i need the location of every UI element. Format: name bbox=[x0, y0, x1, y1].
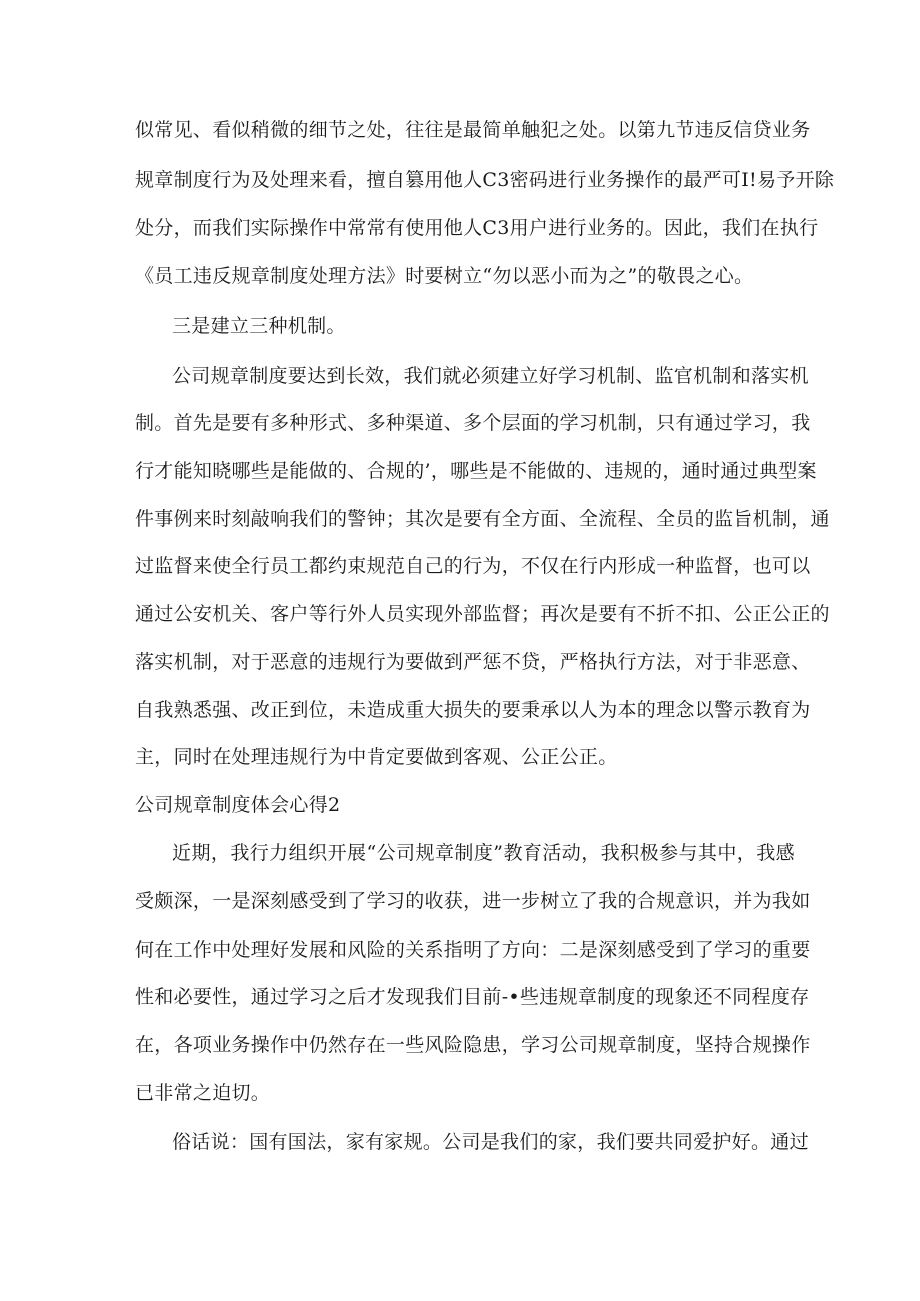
paragraph-line: 何在工作中处理好发展和风险的关系指明了方向：二是深刻感受到了学习的重要 bbox=[135, 939, 811, 961]
section-heading: 公司规章制度体会心得2 bbox=[135, 794, 341, 816]
paragraph-line: 俗话说：国有国法，家有家规。公司是我们的家，我们要共同爱护好。通过 bbox=[172, 1131, 809, 1153]
paragraph-line: 近期，我行力组织开展“公司规章制度”教育活动，我积极参与其中，我感 bbox=[172, 842, 795, 864]
paragraph-line: 行才能知晓哪些是能做的、合规的’，哪些是不能做的、违规的，通时通过典型案 bbox=[135, 460, 817, 482]
paragraph-line: 《员工违反规章制度处理方法》时要树立“勿以恶小而为之”的敬畏之心。 bbox=[135, 265, 754, 287]
paragraph-line: 落实机制，对于恶意的违规行为要做到严惩不贷，严格执行方法，对于非恶意、 bbox=[135, 651, 811, 673]
paragraph-line: 公司规章制度要达到长效，我们就必须建立好学习机制、监官机制和落实机 bbox=[172, 365, 809, 387]
paragraph-line: 制。首先是要有多种形式、多种渠道、多个层面的学习机制，只有通过学习，我 bbox=[135, 412, 811, 434]
paragraph-line: 似常见、看似稍微的细节之处，往往是最简单触犯之处。以第九节违反信贷业务 bbox=[135, 119, 811, 141]
paragraph-line: 主，同时在处理违规行为中肯定要做到客观、公正公正。 bbox=[135, 746, 618, 768]
paragraph-line: 通过公安机关、客户等行外人员实现外部监督；再次是要有不折不扣、公正公正的 bbox=[135, 603, 830, 625]
paragraph-line: 受颇深，一是深刻感受到了学习的收获，进一步树立了我的合规意识，并为我如 bbox=[135, 890, 811, 912]
paragraph-line: 在，各项业务操作中仍然存在一些风险隐患，学习公司规章制度，坚持合规操作 bbox=[135, 1034, 811, 1056]
paragraph-line: 规章制度行为及处理来看，擅自篡用他人C3密码进行业务操作的最严可I!易予开除 bbox=[135, 169, 835, 191]
paragraph-line: 三是建立三种机制。 bbox=[172, 315, 346, 337]
paragraph-line: 性和必要性，通过学习之后才发现我们目前-•些违规章制度的现象还不同程度存 bbox=[135, 986, 810, 1008]
paragraph-line: 处分，而我们实际操作中常常有使用他人C3用户进行业务的。因此，我们在执行 bbox=[135, 217, 819, 239]
paragraph-line: 件事例来时刻敲响我们的警钟；其次是要有全方面、全流程、全员的监旨机制，通 bbox=[135, 508, 830, 530]
paragraph-line: 自我熟悉强、改正到位，未造成重大损失的要秉承以人为本的理念以警示教育为 bbox=[135, 699, 811, 721]
paragraph-line: 过监督来使全行员工都约束规范自己的行为，不仅在行内形成一种监督，也可以 bbox=[135, 555, 811, 577]
paragraph-line: 已非常之迫切。 bbox=[135, 1082, 271, 1104]
